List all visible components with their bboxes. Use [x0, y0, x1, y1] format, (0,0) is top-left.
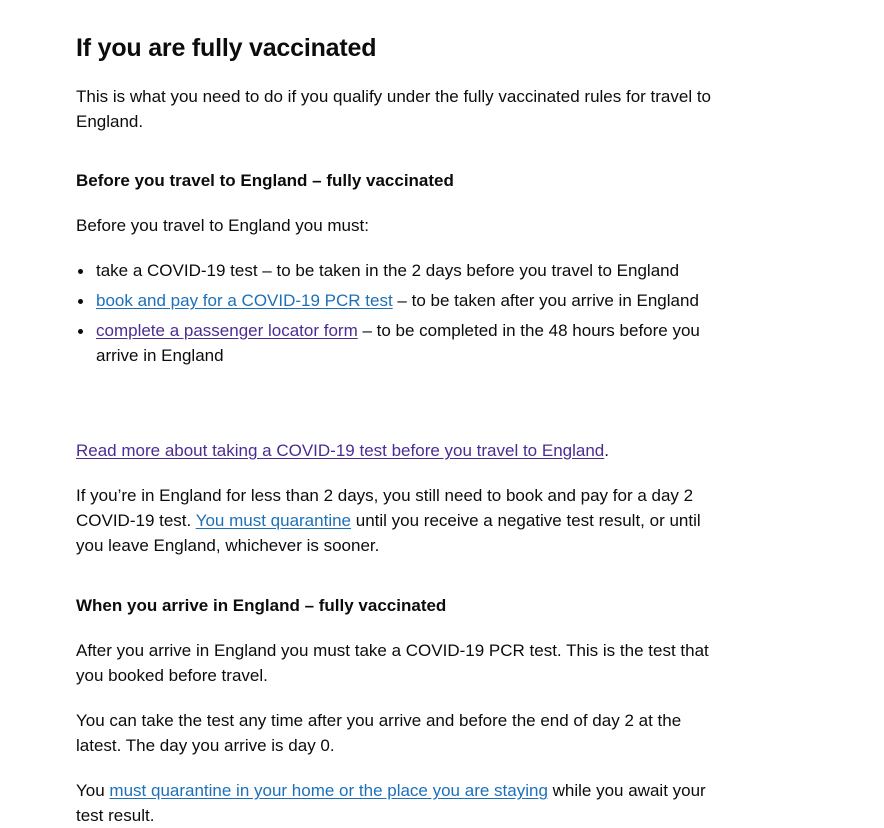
before-travel-lead: Before you travel to England you must: [76, 216, 369, 235]
intro-paragraph: This is what you need to do if you qualify under the fully vaccinated rules for travel to England. [76, 87, 712, 131]
quarantine-link[interactable]: You must quarantine [195, 511, 352, 530]
arrival-paragraph-1: After you arrive in England you must take a COVID-19 PCR test. This is the test that you booked before travel. [76, 641, 709, 685]
arrival-paragraph-3: You must quarantine in your home or the place you are staying while you await your test result. [76, 781, 706, 825]
read-more-paragraph: Read more about taking a COVID-19 test before you travel to England. [76, 441, 609, 460]
requirements-list [76, 258, 716, 373]
book-pcr-test-link[interactable]: book and pay for a COVID-19 PCR test [96, 291, 393, 310]
arrival-heading: When you arrive in England – fully vaccinated [76, 596, 447, 615]
read-more-test-link[interactable]: Read more about taking a COVID-19 test before you travel to England [76, 441, 605, 460]
list-item [76, 288, 716, 313]
list-item-text: take a COVID-19 test – to be taken in the 2 days before you travel to England [96, 261, 680, 280]
list-item-text: – to be taken after you arrive in England [392, 291, 699, 310]
list-item-text: – to be completed in the 48 hours before you arrive in England [96, 321, 700, 365]
page-title: If you are fully vaccinated [76, 34, 377, 62]
list-item [76, 258, 716, 283]
before-travel-heading: Before you travel to England – fully vaccinated [76, 171, 454, 190]
arrival-paragraph-2: You can take the test any time after you arrive and before the end of day 2 at the latest. The day you arrive is day 0. [76, 711, 682, 755]
passenger-locator-form-link[interactable]: complete a passenger locator form [96, 321, 358, 340]
quarantine-home-link[interactable]: must quarantine in your home or the place you are staying [109, 781, 548, 800]
short-stay-paragraph: If you’re in England for less than 2 days, you still need to book and pay for a day 2 COVID-19 test. You must quarantine until you receive a negative test result, or until you leave England, whichever is sooner. [76, 486, 701, 555]
list-item [76, 318, 716, 368]
